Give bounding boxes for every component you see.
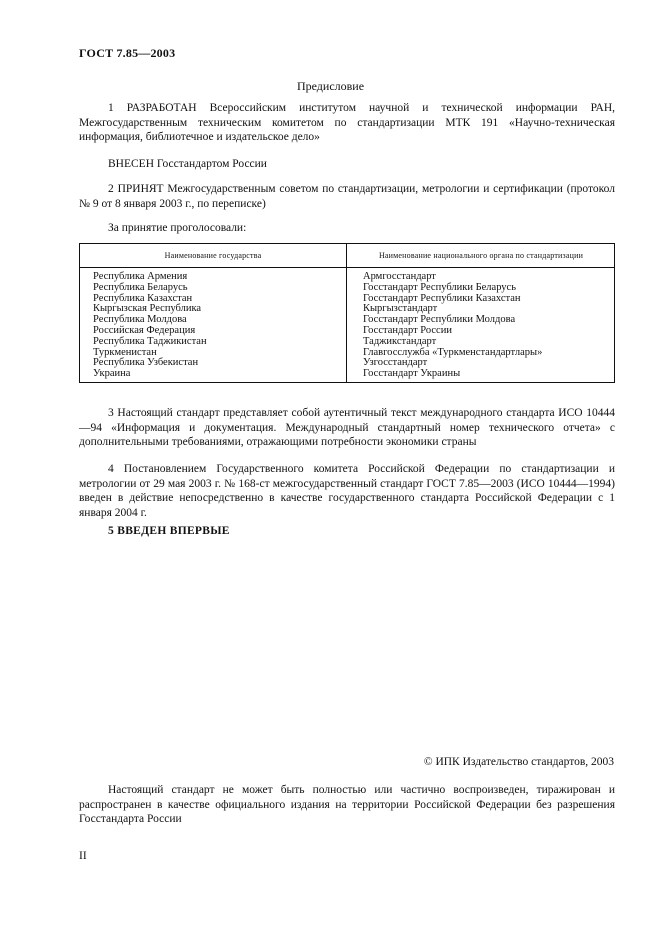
paragraph-introduced-first: 5 ВВЕДЕН ВПЕРВЫЕ — [108, 525, 230, 537]
table-cell-state: Республика Казахстан — [93, 292, 193, 304]
table-cell-standards-body: Госстандарт Республики Казахстан — [363, 292, 521, 304]
table-cell-state: Кыргызская Республика — [93, 303, 202, 315]
table-cell-standards-body: Госстандарт Украины — [363, 368, 461, 380]
table-cell-state: Российская Федерация — [93, 324, 196, 336]
paragraph-voted: За принятие проголосовали: — [108, 222, 247, 234]
table-cell-standards-body: Узгосстандарт — [363, 357, 428, 369]
standards-bodies-column — [363, 272, 542, 380]
table-cell-standards-body: Госстандарт России — [363, 324, 452, 336]
table-header-standards-body: Наименование национального органа по стандартизации — [378, 251, 584, 260]
table-header-divider — [80, 267, 614, 268]
paragraph-authentic-text: 3 Настоящий стандарт представляет собой аутентичный текст международного стандарта ИСО 10444—94 «Информация и документация. Международный стандартный номер технического отчета» с дополнительными требованиями, отражающими потребности экономики страны — [79, 407, 615, 448]
table-cell-standards-body: Главгосслужба «Туркменстандартлары» — [363, 346, 543, 358]
page-title: Предисловие — [296, 79, 365, 93]
paragraph-decree: 4 Постановлением Государственного комитета Российской Федерации по стандартизации и метрологии от 29 мая 2003 г. № 168-ст межгосударственный стандарт ГОСТ 7.85—2003 (ИСО 10444—1994) введен в действие непосредственно в качестве государственного стандарта Российской Федерации с 1 января 2004 г. — [79, 463, 615, 519]
voting-table — [79, 243, 615, 383]
table-cell-standards-body: Госстандарт Республики Молдова — [363, 314, 516, 326]
table-cell-standards-body: Госстандарт Республики Беларусь — [363, 281, 517, 293]
paragraph-introduced-by: ВНЕСЕН Госстандартом России — [108, 158, 267, 170]
table-cell-state: Республика Молдова — [93, 314, 187, 326]
table-cell-state: Туркменистан — [93, 346, 157, 358]
table-cell-state: Республика Армения — [93, 271, 188, 282]
paragraph-adopted: 2 ПРИНЯТ Межгосударственным советом по стандартизации, метрологии и сертификации (протокол № 9 от 8 января 2003 г., по переписке) — [79, 183, 615, 210]
table-column-divider — [346, 244, 347, 382]
table-cell-state: Республика Беларусь — [93, 281, 188, 293]
table-cell-state: Украина — [93, 368, 131, 380]
states-column — [93, 272, 207, 380]
page-number: II — [79, 850, 87, 862]
paragraph-developed-by: 1 РАЗРАБОТАН Всероссийским институтом научной и технической информации РАН, Межгосударственным техническим комитетом по стандартизации МТК 191 «Научно-техническая информация, библиотечное и издательское дело» — [79, 102, 615, 143]
table-cell-state: Республика Узбекистан — [93, 357, 199, 369]
table-cell-state: Республика Таджикистан — [93, 335, 207, 347]
copyright-notice: © ИПК Издательство стандартов, 2003 — [423, 756, 614, 768]
document-code: ГОСТ 7.85—2003 — [79, 46, 176, 60]
paragraph-reproduction-notice: Настоящий стандарт не может быть полностью или частично воспроизведен, тиражирован и распространен в качестве официального издания на территории Российской Федерации без разрешения Госстандарта России — [79, 784, 615, 825]
table-header-state: Наименование государства — [164, 251, 262, 260]
table-cell-standards-body: Армгосстандарт — [363, 271, 436, 282]
table-cell-standards-body: Таджикстандарт — [363, 335, 437, 347]
table-cell-standards-body: Кыргызстандарт — [363, 303, 438, 315]
